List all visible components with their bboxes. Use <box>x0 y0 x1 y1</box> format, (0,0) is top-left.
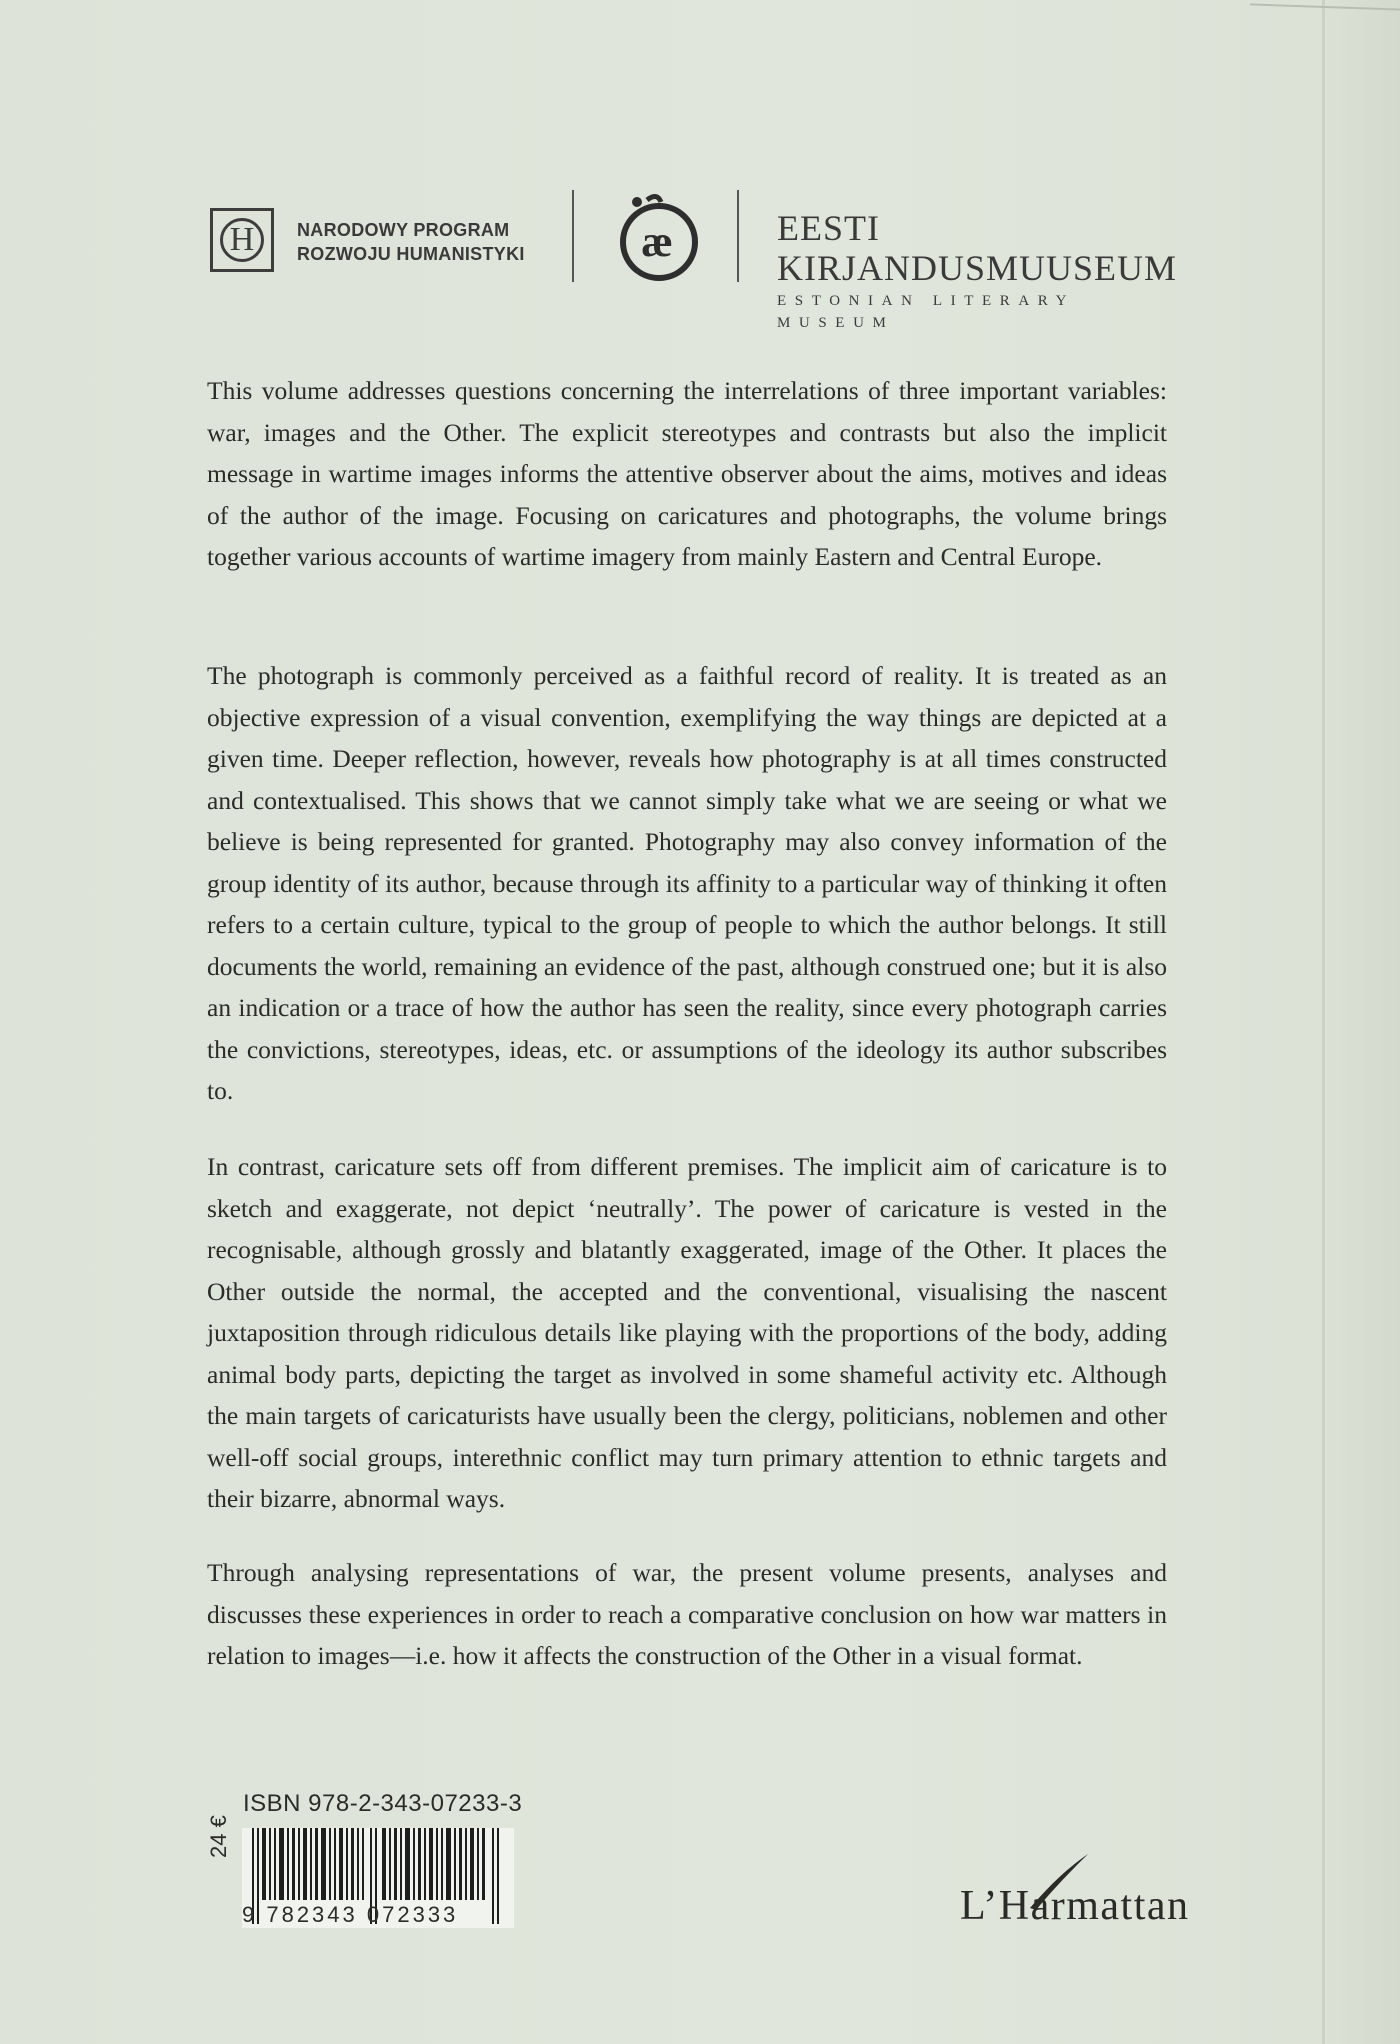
price-label: 24 € <box>206 1815 231 1858</box>
ae-logo-mark: æ <box>641 217 673 266</box>
sponsor-logos <box>205 188 1178 331</box>
nprh-line2: ROZWOJU HUMANISTYKI <box>297 244 525 264</box>
logo-divider <box>572 190 574 282</box>
publisher-logo: L’Harmattan <box>960 1883 1190 1929</box>
blurb-paragraph-4: Through analysing representations of war, the present volume presents, analyses and discusses these experiences in order to reach a comparative conclusion on how war matters in relation to images—i.e. how it affects the construction of the Other in a visual format. <box>207 1558 1167 1670</box>
nprh-line1: NARODOWY PROGRAM <box>297 220 510 240</box>
ae-logo-icon <box>607 190 707 286</box>
nprh-logo-icon: H <box>210 208 274 272</box>
barcode-digits: 9 782343 072333 <box>242 1902 459 1927</box>
museum-name: EESTI KIRJANDUSMUUSEUM <box>777 208 1178 288</box>
blurb-paragraph-1: This volume addresses questions concerning the interrelations of three important variables: war, images and the Other. The explicit stereotypes and contrasts but also the implicit message in wartime images informs the attentive observer about the aims, motives and ideas of the author of the image. Focusing on caricatures and photographs, the volume brings together various accounts of wartime imagery from mainly Eastern and Central Europe. <box>207 376 1167 571</box>
logo-divider <box>737 190 739 282</box>
museum-subtitle: ESTONIAN LITERARY MUSEUM <box>777 293 1075 331</box>
nprh-logo-text <box>297 218 525 266</box>
spine-edge <box>1322 0 1325 2044</box>
blurb-paragraph-2: The photograph is commonly perceived as a faithful record of reality. It is treated as an objective expression of a visual convention, exemplifying the way things are depicted at a given time. Deeper reflection, however, reveals how photography is at all times constructed and contextualised. This shows that we cannot simply take what we are seeing or what we believe is being represented for granted. Photography may also convey information of the group identity of its author, because through its affinity to a particular way of thinking it often refers to a certain culture, typical to the group of people to which the author belongs. It still documents the world, remaining an evidence of the past, although construed one; but it is also an indication or a trace of how the author has seen the reality, since every photograph carries the convictions, stereotypes, ideas, etc. or assumptions of the ideology its author subscribes to. <box>207 661 1167 1105</box>
blurb-paragraph-3: In contrast, caricature sets off from different premises. The implicit aim of caricature is to sketch and exaggerate, not depict ‘neutrally’. The power of caricature is vested in the recognisable, although grossly and blatantly exaggerated, image of the Other. It places the Other outside the normal, the accepted and the conventional, visualising the nascent juxtaposition through ridiculous details like playing with the proportions of the body, adding animal body parts, depicting the target as involved in some shameful activity etc. Although the main targets of caricaturists have usually been the clergy, politicians, noblemen and other well-off social groups, interethnic conflict may turn primary attention to ethnic targets and their bizarre, abnormal ways. <box>207 1152 1167 1513</box>
isbn-label: ISBN 978-2-343-07233-3 <box>243 1790 523 1817</box>
museum-logo <box>777 208 1177 334</box>
